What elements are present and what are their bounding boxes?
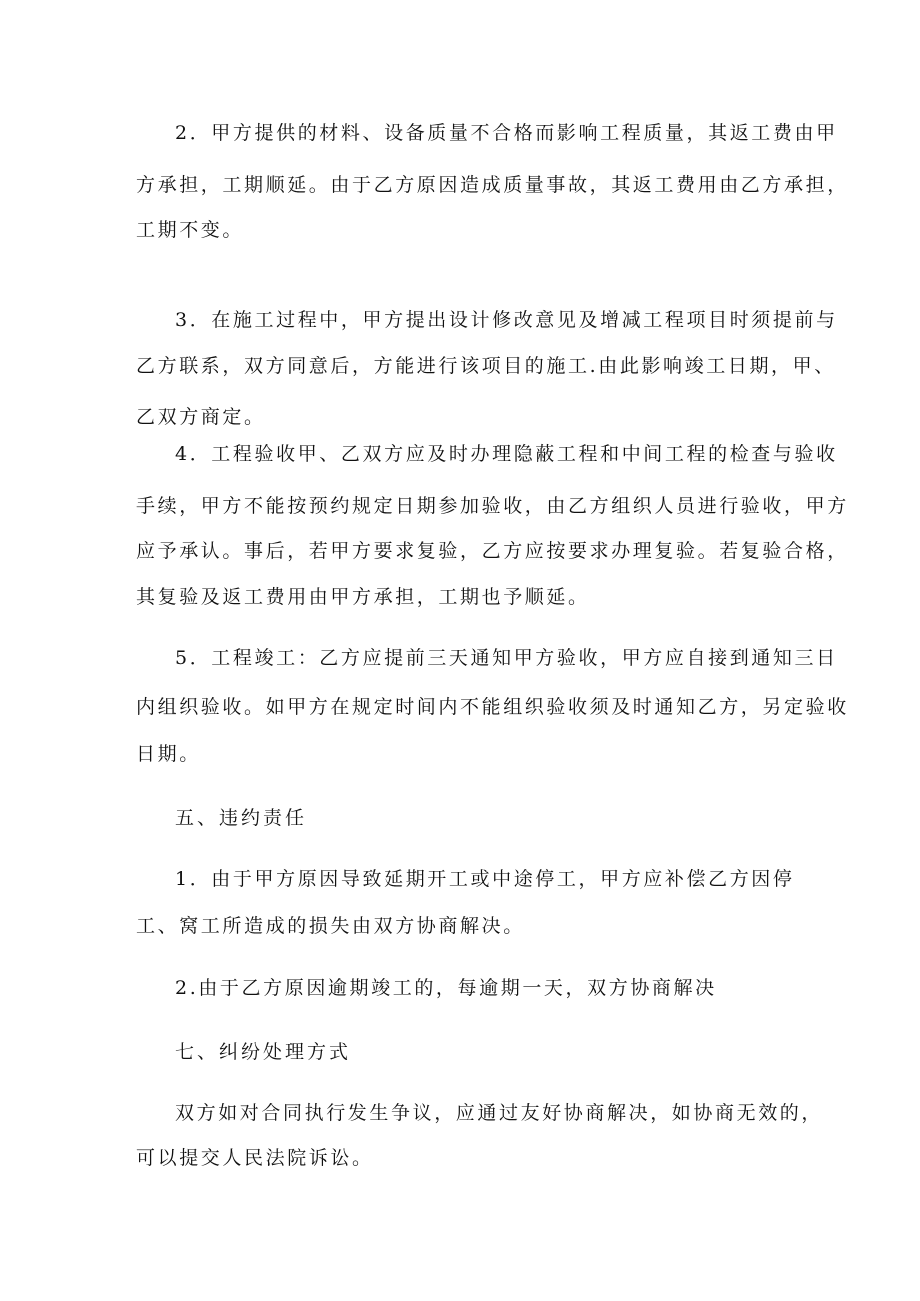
item5-line3: 日期。 (136, 743, 201, 765)
item4-line2: 手续，甲方不能按预约规定日期参加验收，由乙方组织人员进行验收，甲方 (136, 495, 849, 517)
breach2-line1: 2.由于乙方原因逾期竣工的，每逾期一天，双方协商解决 (175, 977, 717, 999)
item2-line1: 2．甲方提供的材料、设备质量不合格而影响工程质量，其返工费由甲 (175, 122, 838, 144)
item4-line3: 应予承认。事后，若甲方要求复验，乙方应按要求办理复验。若复验合格， (136, 540, 849, 562)
item4-line4: 其复验及返工费用由甲方承担，工期也予顺延。 (136, 586, 590, 608)
item2-line3: 工期不变。 (136, 219, 245, 241)
section5-heading: 五、违约责任 (175, 807, 308, 829)
item3-line1: 3．在施工过程中，甲方提出设计修改意见及增减工程项目时须提前与 (175, 309, 838, 331)
item3-line2: 乙方联系，双方同意后，方能进行该项目的施工.由此影响竣工日期，甲、 (136, 355, 836, 377)
dispute-line1: 双方如对合同执行发生争议，应通过友好协商解决，如协商无效的， (175, 1102, 824, 1124)
item4-line1: 4．工程验收甲、乙双方应及时办理隐蔽工程和中间工程的检查与验收 (175, 443, 838, 465)
item5-line2: 内组织验收。如甲方在规定时间内不能组织验收须及时通知乙方，另定验收 (136, 696, 849, 718)
breach1-line2: 工、窝工所造成的损失由双方协商解决。 (136, 915, 525, 937)
item3-line3: 乙双方商定。 (136, 406, 266, 428)
item5-line1: 5．工程竣工：乙方应提前三天通知甲方验收，甲方应自接到通知三日 (175, 647, 838, 669)
item2-line2: 方承担，工期顺延。由于乙方原因造成质量事故，其返工费用由乙方承担， (136, 174, 849, 196)
section7-heading: 七、纠纷处理方式 (175, 1041, 352, 1063)
breach1-line1: 1．由于甲方原因导致延期开工或中途停工，甲方应补偿乙方因停 (175, 868, 795, 890)
dispute-line2: 可以提交人民法院诉讼。 (136, 1147, 374, 1169)
